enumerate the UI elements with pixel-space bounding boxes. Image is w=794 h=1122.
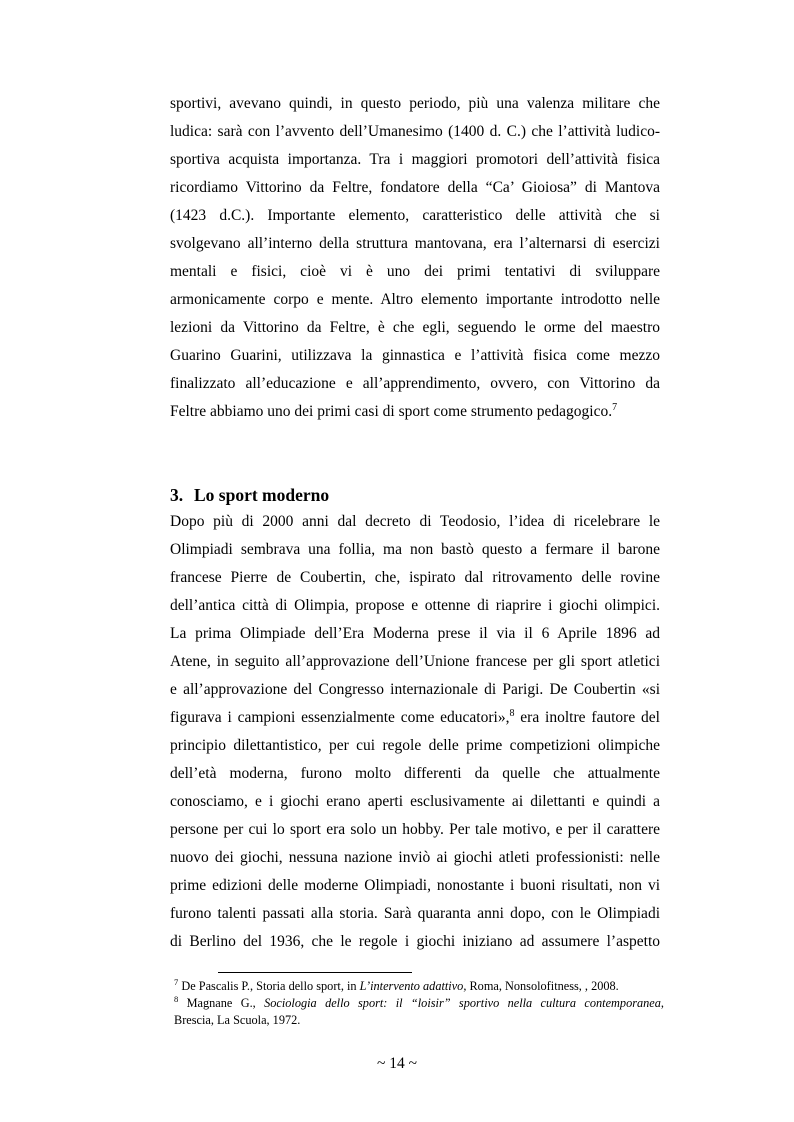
body-line-text: figurava i campioni essenzialmente come educatori», xyxy=(170,709,510,726)
section-title: Lo sport moderno xyxy=(194,485,330,505)
footnote-text: Magnane G., xyxy=(178,996,265,1010)
body-line: ricordiamo Vittorino da Feltre, fondatore della “Ca’ Gioiosa” di Mantova xyxy=(170,179,660,196)
footnote-separator xyxy=(218,972,412,973)
body-line-text: era inoltre fautore del xyxy=(514,709,660,726)
body-line: dell’antica città di Olimpia, propose e ottenne di riaprire i giochi olimpici. xyxy=(170,597,660,614)
footnote-ref-8[interactable]: 8 xyxy=(509,707,515,719)
body-line: dell’età moderna, furono molto differenti da quelle che attualmente xyxy=(170,765,660,782)
footnote-8 xyxy=(174,995,664,1011)
body-line: (1423 d.C.). Importante elemento, caratteristico delle attività che si xyxy=(170,207,660,224)
body-line: svolgevano all’interno della struttura mantovana, era l’alternarsi di esercizi xyxy=(170,235,660,252)
footnote-italic-title: L’intervento adattivo, xyxy=(359,979,467,993)
body-line: e all’approvazione del Congresso internazionale di Parigi. De Coubertin «si xyxy=(170,681,660,698)
footnote-number: 7 xyxy=(174,976,179,987)
footnote-7 xyxy=(174,978,664,994)
body-line: sportiva acquista importanza. Tra i maggiori promotori dell’attività fisica xyxy=(170,151,660,168)
body-line: di Berlino del 1936, che le regole i giochi iniziano ad assumere l’aspetto xyxy=(170,933,660,950)
body-line: lezioni da Vittorino da Feltre, è che egli, seguendo le orme del maestro xyxy=(170,319,660,336)
section-number: 3. xyxy=(170,485,184,505)
body-line: furono talenti passati alla storia. Sarà quaranta anni dopo, con le Olimpiadi xyxy=(170,905,660,922)
body-line: persone per cui lo sport era solo un hobby. Per tale motivo, e per il carattere xyxy=(170,821,660,838)
body-line: armonicamente corpo e mente. Altro elemento importante introdotto nelle xyxy=(170,291,660,308)
footnote-ref-7[interactable]: 7 xyxy=(612,401,618,413)
body-line: mentali e fisici, cioè vi è uno dei primi tentativi di sviluppare xyxy=(170,263,660,280)
body-line: finalizzato all’educazione e all’apprendimento, ovvero, con Vittorino da xyxy=(170,375,660,392)
footnote-text: Roma, Nonsolofitness, , 2008. xyxy=(466,979,619,993)
body-line: sportivi, avevano quindi, in questo periodo, più una valenza militare che xyxy=(170,95,660,112)
body-line: nuovo dei giochi, nessuna nazione inviò ai giochi atleti professionisti: nelle xyxy=(170,849,660,866)
footnote-italic-title: Sociologia dello sport: il “loisir” sportivo nella cultura contemporanea xyxy=(264,996,661,1010)
footnote-8-continued: Brescia, La Scuola, 1972. xyxy=(174,1013,301,1027)
body-line: La prima Olimpiade dell’Era Moderna prese il via il 6 Aprile 1896 ad xyxy=(170,625,660,642)
body-line: francese Pierre de Coubertin, che, ispirato dal ritrovamento delle rovine xyxy=(170,569,660,586)
body-line: conosciamo, e i giochi erano aperti esclusivamente ai dilettanti e quindi a xyxy=(170,793,660,810)
body-line: Olimpiadi sembrava una follia, ma non bastò questo a fermare il barone xyxy=(170,541,660,558)
body-line: principio dilettantistico, per cui regole delle prime competizioni olimpiche xyxy=(170,737,660,754)
body-line-text: Feltre abbiamo uno dei primi casi di sport come strumento pedagogico. xyxy=(170,403,613,420)
footnote-text: , xyxy=(660,996,664,1010)
body-line: Dopo più di 2000 anni dal decreto di Teodosio, l’idea di ricelebrare le xyxy=(170,513,660,530)
footnote-text: De Pascalis P., Storia dello sport, in xyxy=(178,979,360,993)
body-line xyxy=(170,398,660,426)
body-line: prime edizioni delle moderne Olimpiadi, nonostante i buoni risultati, non vi xyxy=(170,877,660,894)
footnote-number: 8 xyxy=(174,993,179,1004)
body-line: Guarino Guarini, utilizzava la ginnastica e l’attività fisica come mezzo xyxy=(170,347,660,364)
body-line: Atene, in seguito all’approvazione dell’Unione francese per gli sport atletici xyxy=(170,653,660,670)
body-line xyxy=(170,704,660,732)
page-number: ~ 14 ~ xyxy=(376,1055,418,1072)
body-line: ludica: sarà con l’avvento dell’Umanesimo (1400 d. C.) che l’attività ludico- xyxy=(170,123,660,140)
section-heading xyxy=(170,480,329,510)
